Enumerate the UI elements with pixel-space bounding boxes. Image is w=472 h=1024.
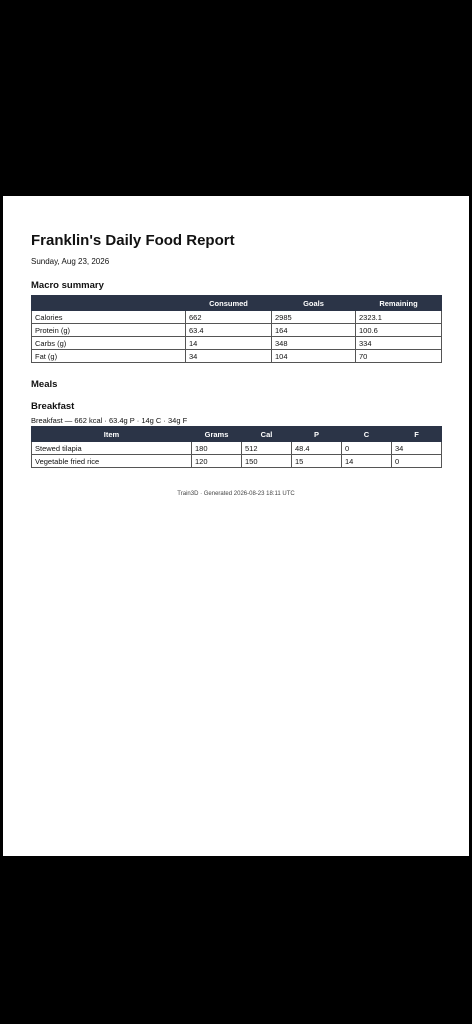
breakfast-heading: Breakfast [31, 401, 75, 412]
macro-summary-heading: Macro summary [31, 280, 104, 291]
table-cell: 0 [392, 455, 442, 468]
breakfast-summary: Breakfast — 662 kcal · 63.4g P · 14g C · 34g F [31, 416, 188, 425]
table-cell: Protein (g) [32, 324, 186, 337]
column-header: P [292, 427, 342, 442]
column-header [32, 296, 186, 311]
table-cell: 164 [272, 324, 356, 337]
table-cell: Stewed tilapia [32, 442, 192, 455]
table-cell: 100.6 [356, 324, 442, 337]
report-footer: Train3D · Generated 2026-08-23 18:11 UTC [177, 491, 295, 497]
table-cell: 48.4 [292, 442, 342, 455]
table-cell: 104 [272, 350, 356, 363]
table-row [32, 311, 442, 324]
table-header-row [32, 296, 442, 311]
meals-heading: Meals [31, 379, 58, 390]
column-header: F [392, 427, 442, 442]
table-row [32, 442, 442, 455]
table-cell: 662 [186, 311, 272, 324]
table-cell: 0 [342, 442, 392, 455]
table-cell: Fat (g) [32, 350, 186, 363]
table-cell: 63.4 [186, 324, 272, 337]
table-cell: 512 [242, 442, 292, 455]
report-content [31, 231, 441, 497]
table-row [32, 324, 442, 337]
table-cell: 2323.1 [356, 311, 442, 324]
table-cell: 180 [192, 442, 242, 455]
report-page [3, 196, 469, 856]
column-header: Remaining [356, 296, 442, 311]
table-cell: 120 [192, 455, 242, 468]
table-cell: 15 [292, 455, 342, 468]
report-date: Sunday, Aug 23, 2026 [31, 257, 110, 266]
table-row [32, 350, 442, 363]
table-cell: Vegetable fried rice [32, 455, 192, 468]
table-row [32, 337, 442, 350]
column-header: Consumed [186, 296, 272, 311]
table-header-row [32, 427, 442, 442]
table-cell: 34 [186, 350, 272, 363]
table-cell: 150 [242, 455, 292, 468]
breakfast-table [31, 426, 442, 468]
table-cell: Calories [32, 311, 186, 324]
report-title: Franklin's Daily Food Report [31, 232, 235, 249]
table-cell: 348 [272, 337, 356, 350]
table-cell: 70 [356, 350, 442, 363]
table-cell: 14 [186, 337, 272, 350]
column-header: Item [32, 427, 192, 442]
table-cell: 34 [392, 442, 442, 455]
table-cell: 2985 [272, 311, 356, 324]
macro-summary-table [31, 295, 442, 363]
column-header: Cal [242, 427, 292, 442]
column-header: Grams [192, 427, 242, 442]
column-header: Goals [272, 296, 356, 311]
table-cell: Carbs (g) [32, 337, 186, 350]
table-cell: 14 [342, 455, 392, 468]
table-cell: 334 [356, 337, 442, 350]
table-row [32, 455, 442, 468]
column-header: C [342, 427, 392, 442]
